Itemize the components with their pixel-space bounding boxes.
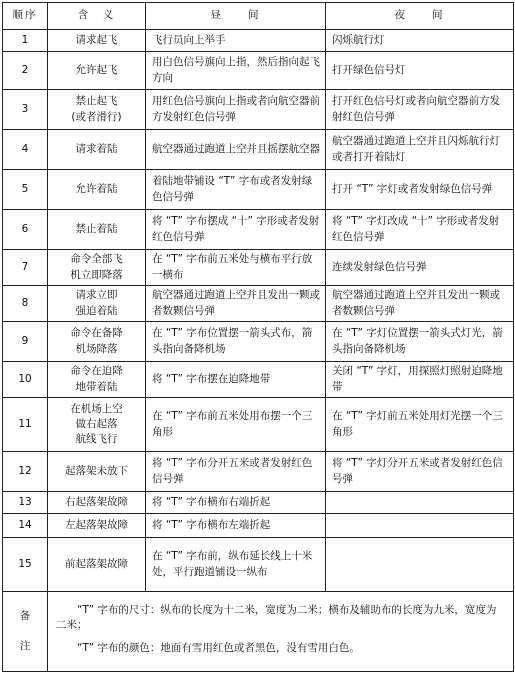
row-night-signal: 在 “T” 字灯位置摆一箭头式灯光，箭头指向备降机场 <box>326 322 514 362</box>
row-meaning: 前起落架故障 <box>48 538 146 592</box>
row-number: 1 <box>3 30 48 52</box>
row-number: 13 <box>3 492 48 514</box>
row-night-signal: 打开绿色信号灯 <box>326 52 514 90</box>
table-row <box>3 286 514 322</box>
header-no: 顺序 <box>3 3 48 30</box>
row-meaning: 请求立即 强迫着陆 <box>48 286 146 322</box>
header-night: 夜 间 <box>326 3 514 30</box>
row-meaning: 允许着陆 <box>48 170 146 210</box>
row-night-signal: 将 “T” 字灯分开五米或者发射红色信号弹 <box>326 452 514 492</box>
row-day-signal: 在 “T” 字布前，纵布延长线上十米处，平行跑道铺设一纵布 <box>146 538 326 592</box>
row-number: 6 <box>3 210 48 250</box>
notes-row <box>3 592 514 672</box>
row-night-signal: 航空器通过跑道上空并且闪烁航行灯或者打开着陆灯 <box>326 130 514 170</box>
notes-color-text: “T” 字布的颜色：地面有雪用红色或者黑色，没有雪用白色。 <box>77 642 360 655</box>
row-number: 3 <box>3 90 48 130</box>
row-day-signal: 在 “T” 字布位置摆一箭头式布，箭头指向备降机场 <box>146 322 326 362</box>
row-day-signal: 在 “T” 字布前五米处与横布平行放一横布 <box>146 250 326 286</box>
table-row <box>3 30 514 52</box>
row-number: 15 <box>3 538 48 592</box>
table-row <box>3 210 514 250</box>
row-night-signal: 打开红色信号灯或者向航空器前方发射红色信号弹 <box>326 90 514 130</box>
row-meaning: 请求着陆 <box>48 130 146 170</box>
row-meaning: 命令在迫降 地带着陆 <box>48 362 146 398</box>
row-night-signal <box>326 514 514 538</box>
row-day-signal: 用红色信号旗向上指或者向航空器前方发射红色信号弹 <box>146 90 326 130</box>
row-night-signal: 在 “T” 字灯前五米处用灯光摆一个三角形 <box>326 398 514 452</box>
row-number: 5 <box>3 170 48 210</box>
table-header-row <box>3 3 514 30</box>
notes-size-text: “T” 字布的尺寸：纵布的长度为十二米，宽度为二米；横布及辅助布的长度为九米，宽度为二米； <box>56 603 497 631</box>
notes-label-char: 备 <box>19 610 31 623</box>
row-night-signal: 将 “T” 字灯改成 “十” 字形或者发射红色信号弹 <box>326 210 514 250</box>
row-night-signal <box>326 538 514 592</box>
table-row <box>3 52 514 90</box>
row-night-signal: 闪烁航行灯 <box>326 30 514 52</box>
row-meaning: 禁止着陆 <box>48 210 146 250</box>
row-number: 7 <box>3 250 48 286</box>
table-row <box>3 514 514 538</box>
row-day-signal: 飞行员向上举手 <box>146 30 326 52</box>
signal-table <box>2 2 514 672</box>
table-body <box>3 30 514 672</box>
row-night-signal: 航空器通过跑道上空并且发出一颗或者数颗信号弹 <box>326 286 514 322</box>
row-meaning: 起落架未放下 <box>48 452 146 492</box>
row-meaning: 左起落架故障 <box>48 514 146 538</box>
table-row <box>3 170 514 210</box>
table-row <box>3 538 514 592</box>
row-meaning: 禁止起飞 (或者滑行) <box>48 90 146 130</box>
row-day-signal: 航空器通过跑道上空并且摇摆航空器 <box>146 130 326 170</box>
header-meaning: 含 义 <box>48 3 146 30</box>
row-meaning: 请求起飞 <box>48 30 146 52</box>
row-meaning: 右起落架故障 <box>48 492 146 514</box>
table-row <box>3 362 514 398</box>
row-night-signal <box>326 492 514 514</box>
row-number: 2 <box>3 52 48 90</box>
row-day-signal: 在 “T” 字布前五米处用布摆一个三角形 <box>146 398 326 452</box>
table-row <box>3 398 514 452</box>
notes-content <box>48 592 514 672</box>
row-number: 10 <box>3 362 48 398</box>
row-number: 9 <box>3 322 48 362</box>
row-day-signal: 用白色信号旗向上指，然后指向起飞方向 <box>146 52 326 90</box>
row-number: 8 <box>3 286 48 322</box>
row-number: 11 <box>3 398 48 452</box>
notes-label-char: 注 <box>19 639 31 652</box>
row-night-signal: 关闭 “T” 字灯，用探照灯照射迫降地带 <box>326 362 514 398</box>
table-row <box>3 250 514 286</box>
row-day-signal: 航空器通过跑道上空并且发出一颗或者数颗信号弹 <box>146 286 326 322</box>
row-night-signal: 打开 “T” 字灯或者发射绿色信号弹 <box>326 170 514 210</box>
table-row <box>3 322 514 362</box>
row-day-signal: 将 “T” 字布摆成 “十” 字形或者发射红色信号弹 <box>146 210 326 250</box>
row-day-signal: 将 “T” 字布横布右端折起 <box>146 492 326 514</box>
row-day-signal: 将 “T” 字布分开五米或者发射红色信号弹 <box>146 452 326 492</box>
row-meaning: 命令全部飞 机立即降落 <box>48 250 146 286</box>
row-meaning: 允许起飞 <box>48 52 146 90</box>
row-day-signal: 着陆地带铺设 “T” 字布或者发射绿色信号弹 <box>146 170 326 210</box>
row-number: 4 <box>3 130 48 170</box>
table-row <box>3 452 514 492</box>
row-day-signal: 将 “T” 字布横布左端折起 <box>146 514 326 538</box>
table-row <box>3 90 514 130</box>
row-night-signal: 连续发射绿色信号弹 <box>326 250 514 286</box>
row-meaning: 命令在备降 机场降落 <box>48 322 146 362</box>
row-number: 12 <box>3 452 48 492</box>
row-day-signal: 将 “T” 字布摆在迫降地带 <box>146 362 326 398</box>
row-number: 14 <box>3 514 48 538</box>
header-day: 昼 间 <box>146 3 326 30</box>
table-row <box>3 492 514 514</box>
notes-label <box>3 592 48 672</box>
table-row <box>3 130 514 170</box>
row-meaning: 在机场上空 做右起落 航线飞行 <box>48 398 146 452</box>
